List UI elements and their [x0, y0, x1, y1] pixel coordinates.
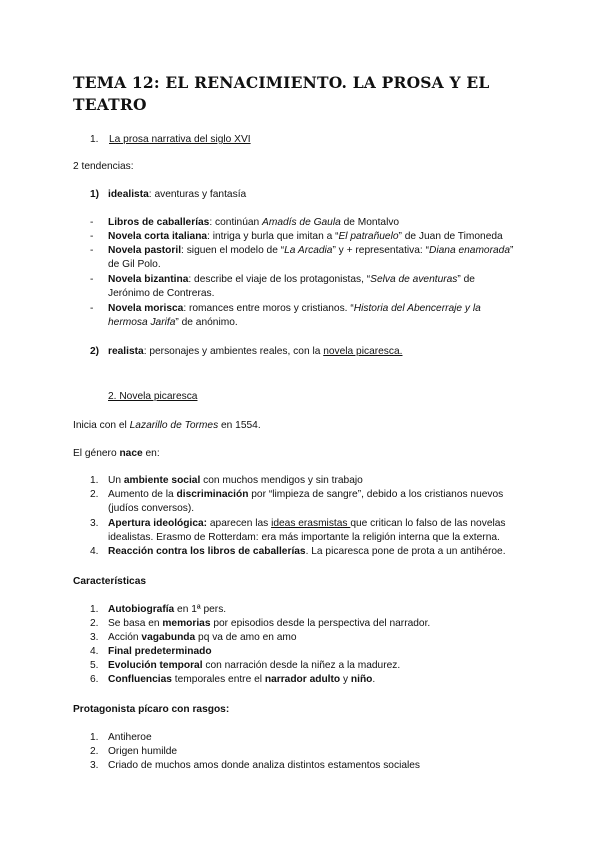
cause-bold: Reacción contra los libros de caballerías — [108, 546, 306, 557]
novel-text: : romances entre moros y cristianos. “ — [183, 303, 354, 314]
feature-bold: narrador adulto — [264, 674, 341, 685]
list-number: 2. — [90, 489, 99, 500]
list-number: 1. — [90, 732, 99, 743]
bullet-dash: - — [90, 231, 94, 242]
feature-text: con narración desde la niñez a la madurez. — [202, 660, 401, 671]
tendency-desc: : personajes y ambientes reales, con la — [143, 346, 324, 357]
tendency-marker: 2) — [90, 346, 100, 357]
cause-text: Aumento de la — [108, 489, 177, 500]
novel-work-title: Selva de aventuras — [370, 274, 458, 285]
list-number: 1. — [90, 604, 99, 615]
novel-work-title: La Arcadia — [284, 245, 333, 256]
novel-text: : siguen el modelo de “ — [181, 245, 285, 256]
tendency-term: idealista — [108, 189, 149, 200]
section1-heading: La prosa narrativa del siglo XVI — [109, 134, 251, 145]
trait-text: Antiheroe — [108, 732, 152, 743]
feature-bold: niño — [350, 674, 373, 685]
feature-bold: memorias — [162, 618, 211, 629]
novel-text: : continúan — [209, 217, 263, 228]
feature-bold: vagabunda — [141, 632, 196, 643]
cause-bold: Apertura ideológica: — [108, 518, 208, 529]
novel-text: ” y + representativa: “ — [332, 245, 429, 256]
novel-text: ” de anónimo. — [175, 317, 238, 328]
born-bold: nace — [119, 448, 143, 459]
cause-text: con muchos mendigos y sin trabajo — [200, 475, 363, 486]
section1-number: 1. — [90, 134, 99, 145]
born-text: El género — [73, 448, 120, 459]
feature-text: Acción — [108, 632, 142, 643]
feature-text: por episodios desde la perspectiva del narrador. — [210, 618, 431, 629]
genre-born-line — [73, 447, 533, 461]
list-number: 4. — [90, 546, 99, 557]
feature-bold: Evolución temporal — [108, 660, 203, 671]
list-number: 6. — [90, 674, 99, 685]
intro-text: Inicia con el — [73, 420, 130, 431]
tendency-term: realista — [108, 346, 144, 357]
bullet-dash: - — [90, 303, 94, 314]
list-number: 1. — [90, 475, 99, 486]
novel-work-title: Amadís de Gaula — [262, 217, 341, 228]
trait-text: Origen humilde — [108, 746, 178, 757]
novel-term: Libros de caballerías — [108, 217, 210, 228]
list-number: 2. — [90, 746, 99, 757]
cause-text: Un — [108, 475, 124, 486]
intro-work-title: Lazarillo de Tormes — [129, 420, 219, 431]
feature-bold: Confluencias — [108, 674, 172, 685]
born-text: en: — [142, 448, 160, 459]
novel-text: de Montalvo — [340, 217, 400, 228]
bullet-dash: - — [90, 217, 94, 228]
novel-work-title: Diana enamorada — [429, 245, 510, 256]
novel-text: : describe el viaje de los protagonistas, “ — [188, 274, 371, 285]
page-title: TEMA 12: EL RENACIMIENTO. LA PROSA Y EL TEATRO — [73, 73, 490, 114]
list-number: 4. — [90, 646, 99, 657]
feature-text: pq va de amo en amo — [195, 632, 297, 643]
novel-text: ” de Jerónimo de Contreras. — [108, 274, 475, 299]
features-heading: Características — [73, 576, 147, 587]
cause-text: aparecen las — [207, 518, 272, 529]
cause-text: que critican lo falso de las novelas idealistas. Erasmo de Rotterdam: era más importante la religión interna que la externa. — [108, 518, 506, 543]
novel-term: Novela pastoril — [108, 245, 182, 256]
cause-bold: discriminación — [176, 489, 249, 500]
feature-text: y — [340, 674, 351, 685]
novel-work-title: El patrañuelo — [338, 231, 399, 242]
protagonist-heading: Protagonista pícaro con rasgos: — [73, 704, 230, 715]
list-number: 2. — [90, 618, 99, 629]
ideas-erasmistas-link: ideas erasmistas — [271, 518, 351, 529]
novel-work-title: Historia del Abencerraje y la hermosa Jarifa — [108, 303, 481, 328]
list-number: 3. — [90, 518, 99, 529]
section2-intro — [73, 419, 533, 433]
list-number: 3. — [90, 632, 99, 643]
trait-text: Criado de muchos amos donde analiza distintos estamentos sociales — [108, 760, 421, 771]
bullet-dash: - — [90, 245, 94, 256]
novel-term: Novela morisca — [108, 303, 184, 314]
tendencies-intro: 2 tendencias: — [73, 161, 134, 172]
intro-text: en 1554. — [218, 420, 261, 431]
cause-text: . La picaresca pone de prota a un antihéroe. — [305, 546, 506, 557]
feature-text: Se basa en — [108, 618, 163, 629]
novel-term: Novela corta italiana — [108, 231, 208, 242]
list-number: 3. — [90, 760, 99, 771]
novel-text: ” de Juan de Timoneda — [398, 231, 503, 242]
cause-text: por “limpieza de sangre”, debido a los cristianos nuevos (judíos conversos). — [108, 489, 504, 514]
bullet-dash: - — [90, 274, 94, 285]
novel-text: ” de Gil Polo. — [108, 245, 514, 270]
feature-text: temporales entre el — [171, 674, 265, 685]
feature-bold: Final predeterminado — [108, 646, 212, 657]
feature-text: en 1ª pers. — [174, 604, 227, 615]
novel-term: Novela bizantina — [108, 274, 189, 285]
tendency-marker: 1) — [90, 189, 100, 200]
tendency-desc: : aventuras y fantasía — [148, 189, 247, 200]
novela-picaresca-link: novela picaresca. — [323, 346, 403, 357]
cause-bold: ambiente social — [123, 475, 201, 486]
novel-text: : intriga y burla que imitan a “ — [207, 231, 339, 242]
list-number: 5. — [90, 660, 99, 671]
feature-bold: Autobiografía — [108, 604, 175, 615]
section2-heading: 2. Novela picaresca — [108, 391, 198, 402]
feature-text: . — [372, 674, 376, 685]
